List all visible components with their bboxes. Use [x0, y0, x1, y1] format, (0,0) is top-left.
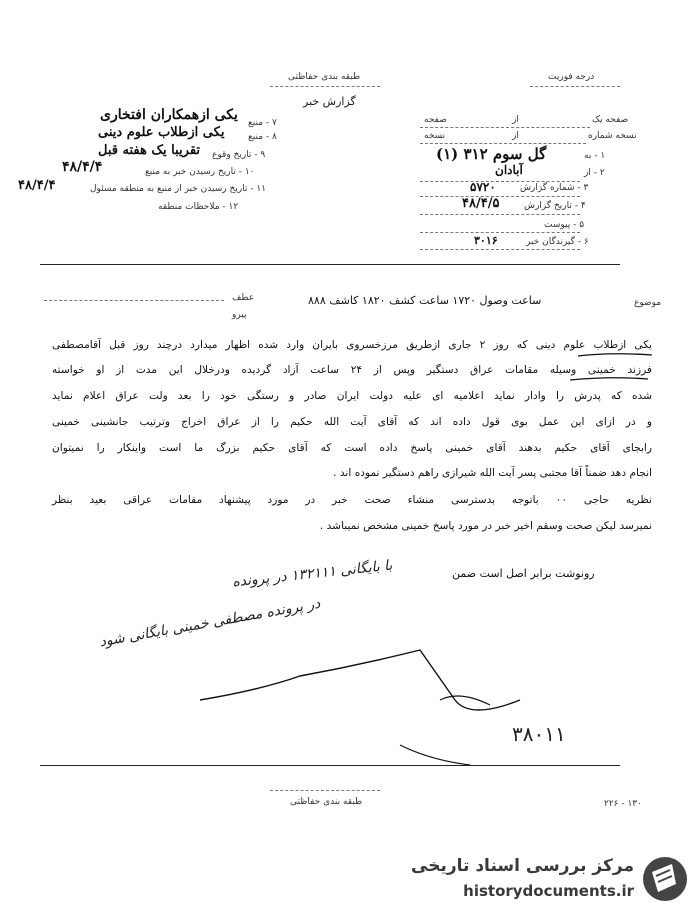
subsource-value: یکی ازطلاب علوم دینی	[98, 125, 225, 140]
copy-label: نسخه شماره	[588, 131, 637, 141]
footer-divider	[40, 765, 620, 766]
header-divider	[40, 264, 620, 265]
from-label: ۲ - از	[584, 168, 605, 178]
assessment-line-2: نمیرسد لیکن صحت وسقم اخیر خبر در مورد پاسخ خمینی مشخص نمیباشد .	[319, 520, 652, 532]
page-of: از	[512, 115, 519, 125]
page-suffix: صفحه	[424, 115, 447, 125]
certification-handwritten: با بایگانی ۱۳۲۱۱۱ در پرونده	[231, 557, 394, 591]
page-label: صفحه یک	[592, 115, 629, 125]
from-dash	[420, 181, 580, 182]
report-date-value: ۴۸/۴/۵	[462, 196, 500, 211]
side-label-follow: پیرو	[232, 310, 247, 320]
report-no-label: ۳ - شماره گزارش	[520, 183, 589, 193]
subject-dash	[44, 300, 224, 301]
classification-label: طبقه بندی حفاظتی	[288, 72, 361, 82]
classification-underline	[270, 86, 380, 87]
report-no-dash	[420, 196, 580, 197]
receipt-date-label: ۱۰ - تاریخ رسیدن خبر به منبع	[145, 167, 255, 177]
subject-label: موضوع	[634, 298, 662, 308]
watermark-url: historydocuments.ir	[463, 882, 634, 900]
notes-label: ۱۲ - ملاحظات منطقه	[158, 202, 239, 212]
delivery-date-value: ۴۸/۴/۴	[18, 178, 56, 193]
archive-logo-icon	[640, 854, 690, 904]
copy-suffix: نسخه	[424, 131, 446, 141]
page-dash	[420, 127, 590, 128]
subject-value: ساعت وصول ۱۷۲۰ ساعت کشف ۱۸۲۰ کاشف ۸۸۸	[308, 294, 542, 307]
recipients-dash	[420, 249, 580, 250]
source-value: یکی ازهمکاران افتخاری	[100, 107, 238, 123]
report-date-dash	[420, 214, 580, 215]
body-line: فرزند خمینی وسیله مقامات عراق دستگیر وپس از ۲۴ ساعت آزاد گردیده ودرخلال این مدت از او خواسته	[52, 364, 652, 376]
side-label-ref: عطف	[232, 293, 255, 303]
event-date-label: ۹ - تاریخ وقوع	[212, 150, 266, 160]
certification-text: رونوشت برابر اصل است ضمن	[452, 567, 595, 580]
body-line: شده که پدرش را وادار نماید اعلامیه ای علیه دولت ایران صادر و رستگی خود را بعد ولت عراق اعلام نماید	[52, 390, 652, 402]
filing-note: در پرونده مصطفی خمینی بایگانی شود	[98, 595, 322, 651]
attachment-label: ۵ - پیوست	[544, 220, 585, 230]
from-value: آبادان	[495, 163, 523, 177]
delivery-date-label: ۱۱ - تاریخ رسیدن خبر از منبع به منطقه مسئول	[90, 184, 267, 194]
attachment-dash	[420, 232, 580, 233]
report-date-label: ۴ - تاریخ گزارش	[524, 201, 586, 211]
source-label: ۷ - منبع	[248, 118, 277, 128]
to-value: گل سوم ۳۱۲ (۱)	[436, 145, 547, 163]
recipients-label: ۶ - گیرندگان خبر	[526, 237, 589, 247]
recipients-value: ۳۰۱۶	[474, 234, 498, 247]
body-line: و در ازای این عمل بوی قول داده اند که آقای آیت الله حکیم را از عراق اخراج وترتیب جانشینی خمینی	[52, 416, 652, 428]
assessment-line-1: نظریه حاجی ۰۰ باتوجه بدسترسی منشاء صحت خبر در مورد پیشنهاد مقامات عراقی بعید بنظر	[52, 494, 652, 506]
to-label: ۱ - به	[584, 151, 606, 161]
subsource-label: ۸ - منبع	[248, 132, 277, 142]
form-title: گزارش خبر	[303, 95, 356, 108]
report-no-value: ۵۷۲۰	[470, 180, 496, 194]
form-code: ۲۲۶ - ۱۳۰	[604, 799, 642, 809]
priority-underline	[530, 86, 620, 87]
stamp-number: ۳۸۰۱۱	[512, 722, 566, 746]
footer-classification-dash	[270, 790, 380, 791]
body-line: رابجای آقای حکیم بدهند آقای خمینی پاسخ داده است که آقای حکیم بزرگ ما است واینکار را نمیتوان	[52, 442, 652, 454]
watermark-title: مرکز بررسی اسناد تاریخی	[411, 856, 634, 876]
priority-label: درجه فوریت	[548, 72, 595, 82]
copy-dash	[420, 143, 586, 144]
receipt-date-value: ۴۸/۴/۴	[62, 159, 103, 175]
event-date-value: تقریبا یک هفته قبل	[98, 143, 201, 158]
watermark	[400, 852, 690, 907]
body-line: یکی ازطلاب علوم دینی که روز ۲ جاری ازطریق مرزخسروی بایران وارد شده اظهار میدارد درچند روز قبل آقامصطفی	[52, 339, 652, 351]
footer-classification: طبقه بندی حفاظتی	[290, 797, 363, 807]
copy-of: از	[512, 131, 519, 141]
body-line: انجام دهد ضمناً آقا مجتبی پسر آیت الله شیرازی راهم دستگیر نموده اند .	[333, 467, 652, 479]
